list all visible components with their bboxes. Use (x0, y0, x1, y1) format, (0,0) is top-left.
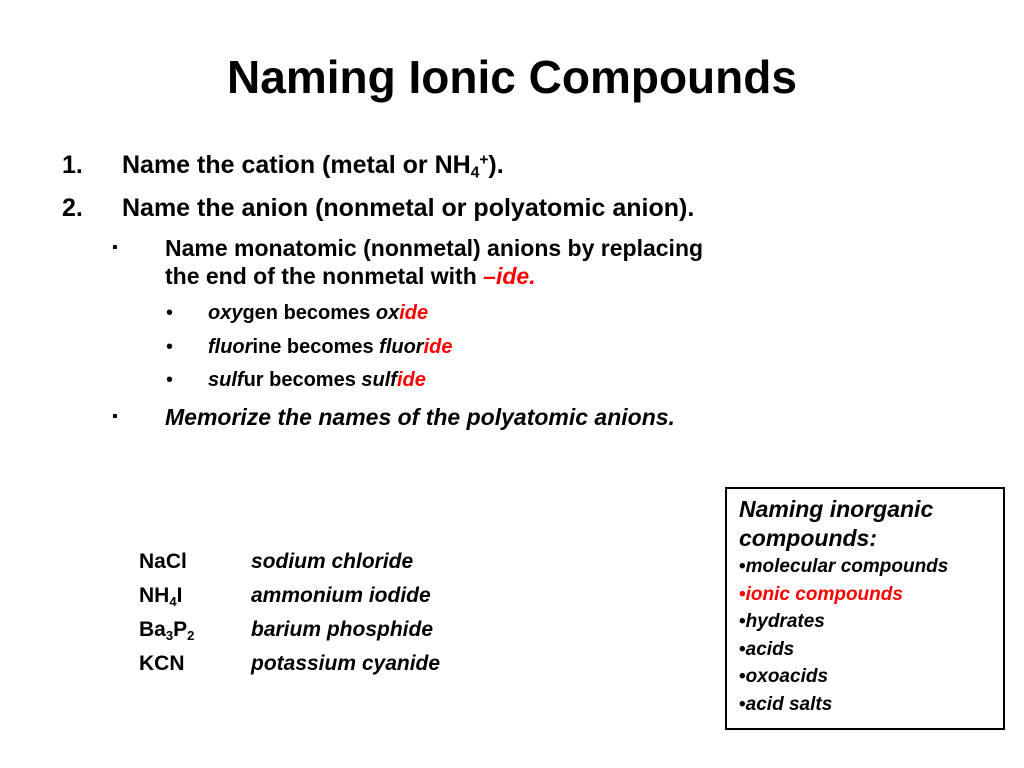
compound-name: sodium chloride (251, 550, 414, 573)
step-2 (62, 194, 694, 223)
rule-line-2: the end of the nonmetal with –ide. (165, 263, 536, 289)
page-title: Naming Ionic Compounds (227, 51, 797, 103)
bullet-icon: • (739, 611, 746, 632)
step-text: Name the cation (metal or $NH_4^+$). (122, 151, 504, 182)
bullet-icon: • (166, 369, 174, 391)
compound-name: ammonium iodide (251, 584, 431, 607)
step-text: Name the anion (nonmetal or polyatomic anion). (122, 194, 695, 222)
step-number: 2. (62, 194, 83, 222)
box-heading-line-1: Naming inorganic (739, 496, 934, 522)
naming-topics-box (725, 487, 1005, 730)
formula: KCN (139, 652, 185, 675)
rule-text: Memorize the names of the polyatomic anions. (165, 404, 675, 430)
bullet-icon: • (739, 583, 746, 605)
box-heading-line-2: compounds: (739, 525, 877, 551)
bullet-icon: • (739, 556, 746, 577)
ide-suffix: –ide. (483, 263, 536, 289)
example-oxygen: • oxygen becomes oxide (166, 302, 429, 324)
list-item: •hydrates (739, 611, 825, 632)
formula: $Ba_3P_2$ (139, 618, 195, 643)
example-sulfur: • sulfur becomes sulfide (166, 369, 426, 391)
compound-name: potassium cyanide (251, 652, 441, 675)
formula: $NH_4I$ (139, 584, 183, 609)
square-bullet-icon: ▪ (112, 239, 118, 256)
rule-line-1: Name monatomic (nonmetal) anions by replacing (165, 235, 704, 261)
list-item: •oxoacids (739, 666, 829, 687)
bullet-icon: • (739, 638, 746, 660)
step-number: 1. (62, 151, 83, 179)
compound-name: barium phosphide (251, 618, 434, 641)
list-item-highlighted: •ionic compounds (739, 583, 903, 605)
bullet-icon: • (166, 336, 174, 358)
step-1 (62, 151, 504, 180)
formula: NaCl (139, 550, 187, 573)
square-bullet-icon: ▪ (112, 408, 118, 425)
bullet-icon: • (739, 693, 746, 715)
list-item: •acids (739, 638, 795, 660)
example-fluorine: • fluorine becomes fluoride (166, 336, 453, 358)
bullet-icon: • (739, 666, 746, 687)
list-item: •acid salts (739, 693, 833, 715)
list-item: •molecular compounds (739, 556, 949, 577)
bullet-icon: • (166, 302, 174, 324)
